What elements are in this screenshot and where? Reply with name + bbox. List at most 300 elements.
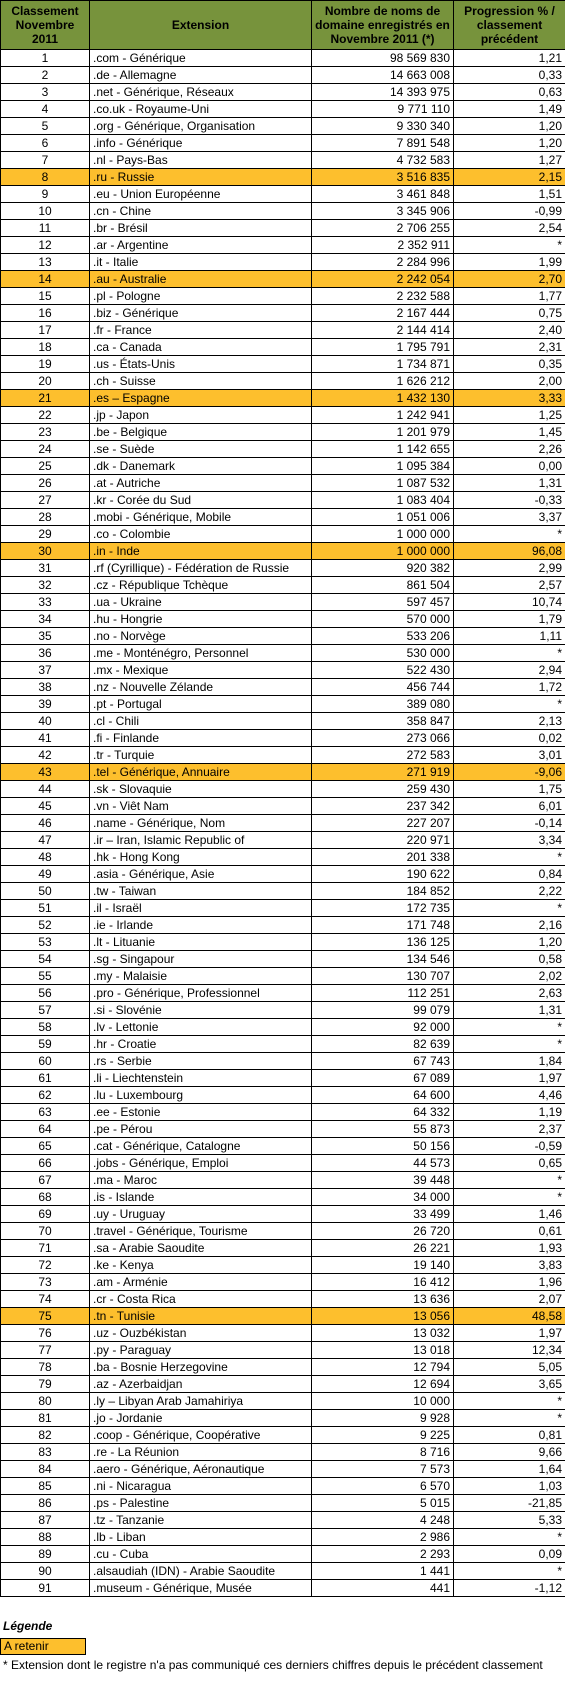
table-row (1, 475, 565, 492)
cell-count: 82 639 (312, 1036, 454, 1053)
cell-count: 2 242 054 (312, 271, 454, 288)
cell-count: 1 734 871 (312, 356, 454, 373)
cell-progress: 0,81 (454, 1427, 565, 1444)
cell-rank: 85 (1, 1478, 90, 1495)
cell-rank: 18 (1, 339, 90, 356)
table-row (1, 118, 565, 135)
cell-extension: .asia - Générique, Asie (90, 866, 312, 883)
cell-count: 67 089 (312, 1070, 454, 1087)
cell-count: 1 795 791 (312, 339, 454, 356)
cell-extension: .tz - Tanzanie (90, 1512, 312, 1529)
cell-rank: 7 (1, 152, 90, 169)
cell-rank: 50 (1, 883, 90, 900)
cell-progress: 1,27 (454, 152, 565, 169)
cell-progress: 0,35 (454, 356, 565, 373)
cell-extension: .fi - Finlande (90, 730, 312, 747)
cell-progress: 1,64 (454, 1461, 565, 1478)
cell-extension: .lu - Luxembourg (90, 1087, 312, 1104)
cell-progress: * (454, 696, 565, 713)
table-row (1, 203, 565, 220)
cell-rank: 3 (1, 84, 90, 101)
table-row (1, 1359, 565, 1376)
table-row (1, 1291, 565, 1308)
cell-extension: .mx - Mexique (90, 662, 312, 679)
cell-extension: .nz - Nouvelle Zélande (90, 679, 312, 696)
cell-count: 8 716 (312, 1444, 454, 1461)
cell-extension: .de - Allemagne (90, 67, 312, 84)
cell-rank: 90 (1, 1563, 90, 1580)
cell-extension: .hr - Croatie (90, 1036, 312, 1053)
table-row (1, 1070, 565, 1087)
cell-count: 64 600 (312, 1087, 454, 1104)
cell-rank: 26 (1, 475, 90, 492)
table-row (1, 492, 565, 509)
cell-count: 12 794 (312, 1359, 454, 1376)
cell-extension: .mobi - Générique, Mobile (90, 509, 312, 526)
cell-extension: .br - Brésil (90, 220, 312, 237)
table-row (1, 1104, 565, 1121)
table-row (1, 67, 565, 84)
cell-progress: 1,97 (454, 1070, 565, 1087)
table-row (1, 1172, 565, 1189)
cell-extension: .ar - Argentine (90, 237, 312, 254)
cell-rank: 31 (1, 560, 90, 577)
cell-progress: 2,99 (454, 560, 565, 577)
cell-extension: .sg - Singapour (90, 951, 312, 968)
cell-count: 12 694 (312, 1376, 454, 1393)
table-row (1, 1427, 565, 1444)
cell-progress: -1,12 (454, 1580, 565, 1597)
table-row (1, 152, 565, 169)
cell-extension: .es – Espagne (90, 390, 312, 407)
cell-progress: 0,00 (454, 458, 565, 475)
cell-rank: 47 (1, 832, 90, 849)
cell-extension: .uz - Ouzbékistan (90, 1325, 312, 1342)
cell-rank: 11 (1, 220, 90, 237)
cell-rank: 77 (1, 1342, 90, 1359)
cell-rank: 74 (1, 1291, 90, 1308)
cell-extension: .cl - Chili (90, 713, 312, 730)
cell-rank: 91 (1, 1580, 90, 1597)
cell-rank: 37 (1, 662, 90, 679)
cell-count: 2 293 (312, 1546, 454, 1563)
cell-progress: 1,19 (454, 1104, 565, 1121)
cell-count: 2 144 414 (312, 322, 454, 339)
cell-progress: 1,49 (454, 101, 565, 118)
cell-extension: .ua - Ukraine (90, 594, 312, 611)
cell-progress: * (454, 1189, 565, 1206)
cell-rank: 66 (1, 1155, 90, 1172)
cell-rank: 35 (1, 628, 90, 645)
cell-progress: 5,05 (454, 1359, 565, 1376)
table-row (1, 135, 565, 152)
cell-extension: .sa - Arabie Saoudite (90, 1240, 312, 1257)
cell-count: 1 142 655 (312, 441, 454, 458)
legend-title: Légende (3, 1619, 53, 1633)
cell-rank: 80 (1, 1393, 90, 1410)
cell-extension: .hk - Hong Kong (90, 849, 312, 866)
cell-progress: * (454, 237, 565, 254)
cell-progress: 1,93 (454, 1240, 565, 1257)
table-row (1, 1036, 565, 1053)
cell-count: 1 441 (312, 1563, 454, 1580)
table-row (1, 594, 565, 611)
cell-count: 39 448 (312, 1172, 454, 1189)
cell-rank: 78 (1, 1359, 90, 1376)
cell-progress: 3,01 (454, 747, 565, 764)
cell-count: 456 744 (312, 679, 454, 696)
cell-count: 273 066 (312, 730, 454, 747)
table-body (1, 50, 565, 1597)
cell-rank: 15 (1, 288, 90, 305)
cell-count: 2 706 255 (312, 220, 454, 237)
cell-progress: 2,57 (454, 577, 565, 594)
cell-count: 26 720 (312, 1223, 454, 1240)
cell-progress: 1,31 (454, 1002, 565, 1019)
cell-rank: 23 (1, 424, 90, 441)
cell-count: 171 748 (312, 917, 454, 934)
cell-count: 1 626 212 (312, 373, 454, 390)
cell-rank: 59 (1, 1036, 90, 1053)
table-row (1, 1121, 565, 1138)
table-row (1, 1325, 565, 1342)
table-row (1, 322, 565, 339)
cell-progress: 5,33 (454, 1512, 565, 1529)
table-row (1, 611, 565, 628)
cell-extension: .alsaudiah (IDN) - Arabie Saoudite (90, 1563, 312, 1580)
cell-progress: 0,63 (454, 84, 565, 101)
table-row (1, 985, 565, 1002)
table-row (1, 288, 565, 305)
cell-extension: .ca - Canada (90, 339, 312, 356)
cell-extension: .cr - Costa Rica (90, 1291, 312, 1308)
cell-count: 13 018 (312, 1342, 454, 1359)
cell-count: 441 (312, 1580, 454, 1597)
cell-count: 522 430 (312, 662, 454, 679)
cell-progress: -0,14 (454, 815, 565, 832)
table-row (1, 1019, 565, 1036)
table-row (1, 662, 565, 679)
cell-progress: 10,74 (454, 594, 565, 611)
cell-rank: 58 (1, 1019, 90, 1036)
cell-rank: 57 (1, 1002, 90, 1019)
cell-extension: .com - Générique (90, 50, 312, 67)
cell-count: 220 971 (312, 832, 454, 849)
cell-rank: 86 (1, 1495, 90, 1512)
cell-rank: 71 (1, 1240, 90, 1257)
cell-extension: .ie - Irlande (90, 917, 312, 934)
cell-rank: 20 (1, 373, 90, 390)
cell-progress: 1,21 (454, 50, 565, 67)
cell-rank: 6 (1, 135, 90, 152)
table-row (1, 339, 565, 356)
cell-count: 99 079 (312, 1002, 454, 1019)
cell-extension: .net - Générique, Réseaux (90, 84, 312, 101)
table-row (1, 951, 565, 968)
header-extension: Extension (90, 1, 312, 50)
cell-rank: 84 (1, 1461, 90, 1478)
table-row (1, 356, 565, 373)
table-row (1, 254, 565, 271)
cell-rank: 44 (1, 781, 90, 798)
cell-count: 920 382 (312, 560, 454, 577)
table-row-highlighted (1, 764, 565, 781)
cell-extension: .pro - Générique, Professionnel (90, 985, 312, 1002)
cell-extension: .lv - Lettonie (90, 1019, 312, 1036)
cell-rank: 64 (1, 1121, 90, 1138)
cell-progress: 1,99 (454, 254, 565, 271)
cell-progress: 1,03 (454, 1478, 565, 1495)
cell-count: 272 583 (312, 747, 454, 764)
cell-rank: 14 (1, 271, 90, 288)
cell-extension: .rs - Serbie (90, 1053, 312, 1070)
table-row (1, 101, 565, 118)
cell-progress: 2,37 (454, 1121, 565, 1138)
table-row (1, 1461, 565, 1478)
cell-extension: .cat - Générique, Catalogne (90, 1138, 312, 1155)
cell-extension: .ni - Nicaragua (90, 1478, 312, 1495)
cell-rank: 81 (1, 1410, 90, 1427)
cell-count: 530 000 (312, 645, 454, 662)
cell-extension: .si - Slovénie (90, 1002, 312, 1019)
cell-progress: 0,65 (454, 1155, 565, 1172)
table-row (1, 1138, 565, 1155)
cell-rank: 22 (1, 407, 90, 424)
cell-extension: .uy - Uruguay (90, 1206, 312, 1223)
table-row (1, 883, 565, 900)
cell-progress: 2,16 (454, 917, 565, 934)
table-row (1, 220, 565, 237)
cell-rank: 79 (1, 1376, 90, 1393)
cell-progress: 1,84 (454, 1053, 565, 1070)
cell-progress: 2,31 (454, 339, 565, 356)
cell-count: 190 622 (312, 866, 454, 883)
cell-progress: -9,06 (454, 764, 565, 781)
cell-progress: 2,07 (454, 1291, 565, 1308)
table-row (1, 679, 565, 696)
table-row (1, 747, 565, 764)
cell-extension: .tr - Turquie (90, 747, 312, 764)
cell-count: 237 342 (312, 798, 454, 815)
cell-extension: .ps - Palestine (90, 1495, 312, 1512)
cell-count: 1 242 941 (312, 407, 454, 424)
cell-extension: .li - Liechtenstein (90, 1070, 312, 1087)
cell-count: 33 499 (312, 1206, 454, 1223)
table-row (1, 1053, 565, 1070)
cell-count: 570 000 (312, 611, 454, 628)
cell-rank: 68 (1, 1189, 90, 1206)
cell-count: 1 087 532 (312, 475, 454, 492)
cell-extension: .dk - Danemark (90, 458, 312, 475)
cell-extension: .pe - Pérou (90, 1121, 312, 1138)
cell-extension: .lt - Lituanie (90, 934, 312, 951)
table-row-highlighted (1, 543, 565, 560)
cell-extension: .az - Azerbaidjan (90, 1376, 312, 1393)
cell-progress: 0,09 (454, 1546, 565, 1563)
cell-rank: 53 (1, 934, 90, 951)
cell-extension: .ke - Kenya (90, 1257, 312, 1274)
cell-count: 19 140 (312, 1257, 454, 1274)
table-row (1, 1478, 565, 1495)
cell-rank: 69 (1, 1206, 90, 1223)
cell-count: 1 083 404 (312, 492, 454, 509)
cell-progress: 2,26 (454, 441, 565, 458)
table-row (1, 1512, 565, 1529)
cell-count: 10 000 (312, 1393, 454, 1410)
cell-rank: 21 (1, 390, 90, 407)
cell-rank: 16 (1, 305, 90, 322)
cell-count: 9 330 340 (312, 118, 454, 135)
cell-rank: 41 (1, 730, 90, 747)
cell-progress: 1,79 (454, 611, 565, 628)
cell-extension: .coop - Générique, Coopérative (90, 1427, 312, 1444)
table-row (1, 1495, 565, 1512)
cell-count: 112 251 (312, 985, 454, 1002)
cell-progress: 48,58 (454, 1308, 565, 1325)
table-row (1, 713, 565, 730)
table-row (1, 1206, 565, 1223)
cell-progress: 0,02 (454, 730, 565, 747)
cell-rank: 17 (1, 322, 90, 339)
cell-extension: .tn - Tunisie (90, 1308, 312, 1325)
cell-extension: .ch - Suisse (90, 373, 312, 390)
table-row (1, 1087, 565, 1104)
cell-extension: .in - Inde (90, 543, 312, 560)
cell-progress: 2,63 (454, 985, 565, 1002)
table-row (1, 560, 565, 577)
cell-rank: 82 (1, 1427, 90, 1444)
cell-rank: 56 (1, 985, 90, 1002)
cell-count: 5 015 (312, 1495, 454, 1512)
cell-progress: 1,96 (454, 1274, 565, 1291)
cell-count: 3 345 906 (312, 203, 454, 220)
cell-progress: * (454, 849, 565, 866)
cell-progress: 2,40 (454, 322, 565, 339)
table-row-highlighted (1, 1308, 565, 1325)
cell-count: 34 000 (312, 1189, 454, 1206)
cell-progress: 0,75 (454, 305, 565, 322)
table-row (1, 1444, 565, 1461)
cell-rank: 32 (1, 577, 90, 594)
cell-progress: * (454, 1393, 565, 1410)
cell-rank: 63 (1, 1104, 90, 1121)
cell-extension: .fr - France (90, 322, 312, 339)
cell-extension: .museum - Générique, Musée (90, 1580, 312, 1597)
cell-progress: 1,75 (454, 781, 565, 798)
cell-extension: .py - Paraguay (90, 1342, 312, 1359)
cell-rank: 10 (1, 203, 90, 220)
cell-rank: 38 (1, 679, 90, 696)
cell-extension: .ly – Libyan Arab Jamahiriya (90, 1393, 312, 1410)
cell-rank: 24 (1, 441, 90, 458)
table-row (1, 917, 565, 934)
cell-count: 50 156 (312, 1138, 454, 1155)
cell-count: 13 032 (312, 1325, 454, 1342)
cell-rank: 1 (1, 50, 90, 67)
cell-progress: 2,02 (454, 968, 565, 985)
cell-extension: .au - Australie (90, 271, 312, 288)
cell-progress: * (454, 1410, 565, 1427)
cell-progress: 2,22 (454, 883, 565, 900)
cell-count: 1 051 006 (312, 509, 454, 526)
cell-rank: 43 (1, 764, 90, 781)
cell-progress: 3,33 (454, 390, 565, 407)
cell-extension: .jobs - Générique, Emploi (90, 1155, 312, 1172)
cell-count: 14 393 975 (312, 84, 454, 101)
cell-rank: 2 (1, 67, 90, 84)
cell-count: 2 167 444 (312, 305, 454, 322)
cell-count: 861 504 (312, 577, 454, 594)
cell-count: 64 332 (312, 1104, 454, 1121)
cell-extension: .no - Norvège (90, 628, 312, 645)
cell-extension: .ba - Bosnie Herzegovine (90, 1359, 312, 1376)
cell-count: 16 412 (312, 1274, 454, 1291)
table-row (1, 1240, 565, 1257)
cell-progress: 4,46 (454, 1087, 565, 1104)
cell-rank: 36 (1, 645, 90, 662)
cell-extension: .my - Malaisie (90, 968, 312, 985)
cell-rank: 46 (1, 815, 90, 832)
table-row (1, 1410, 565, 1427)
cell-extension: .cn - Chine (90, 203, 312, 220)
cell-count: 130 707 (312, 968, 454, 985)
cell-extension: .travel - Générique, Tourisme (90, 1223, 312, 1240)
table-row (1, 84, 565, 101)
cell-count: 1 000 000 (312, 526, 454, 543)
cell-progress: * (454, 1529, 565, 1546)
cell-extension: .jo - Jordanie (90, 1410, 312, 1427)
table-row (1, 832, 565, 849)
cell-extension: .at - Autriche (90, 475, 312, 492)
table-row (1, 968, 565, 985)
table-row (1, 186, 565, 203)
cell-extension: .lb - Liban (90, 1529, 312, 1546)
header-rank: Classement Novembre 2011 (1, 1, 90, 50)
cell-extension: .hu - Hongrie (90, 611, 312, 628)
cell-extension: .pt - Portugal (90, 696, 312, 713)
cell-rank: 12 (1, 237, 90, 254)
cell-rank: 8 (1, 169, 90, 186)
cell-progress: 2,15 (454, 169, 565, 186)
cell-extension: .it - Italie (90, 254, 312, 271)
cell-rank: 65 (1, 1138, 90, 1155)
cell-count: 9 771 110 (312, 101, 454, 118)
cell-count: 2 986 (312, 1529, 454, 1546)
table-row (1, 1563, 565, 1580)
table-row (1, 1274, 565, 1291)
table-row (1, 628, 565, 645)
cell-count: 271 919 (312, 764, 454, 781)
cell-extension: .sk - Slovaquie (90, 781, 312, 798)
table-row (1, 1223, 565, 1240)
cell-count: 3 461 848 (312, 186, 454, 203)
cell-progress: 1,72 (454, 679, 565, 696)
table-row-highlighted (1, 390, 565, 407)
cell-progress: 1,20 (454, 118, 565, 135)
cell-progress: 1,20 (454, 934, 565, 951)
cell-extension: .co.uk - Royaume-Uni (90, 101, 312, 118)
cell-count: 26 221 (312, 1240, 454, 1257)
cell-count: 9 225 (312, 1427, 454, 1444)
table-row-highlighted (1, 169, 565, 186)
cell-count: 358 847 (312, 713, 454, 730)
cell-progress: 3,65 (454, 1376, 565, 1393)
cell-progress: 9,66 (454, 1444, 565, 1461)
cell-rank: 55 (1, 968, 90, 985)
cell-count: 92 000 (312, 1019, 454, 1036)
table-row (1, 577, 565, 594)
cell-count: 2 352 911 (312, 237, 454, 254)
